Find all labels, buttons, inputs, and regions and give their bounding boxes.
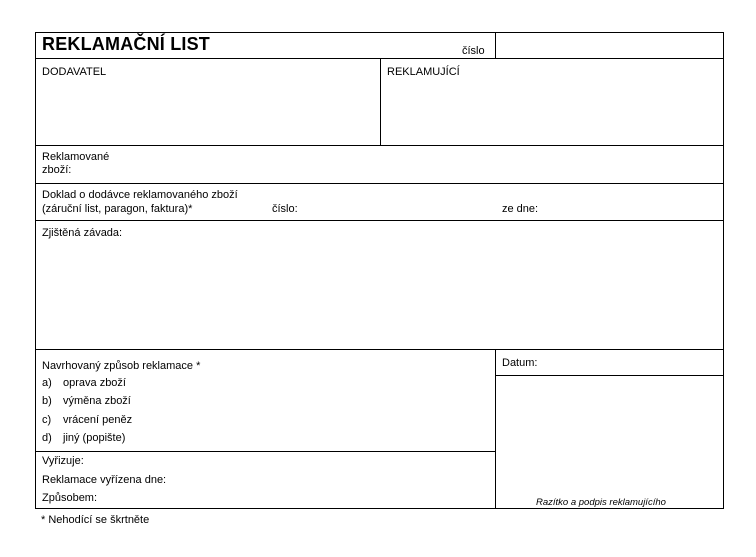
- manner-label: Způsobem:: [42, 492, 98, 504]
- complainant-label: REKLAMUJÍCÍ: [387, 66, 460, 78]
- form-title: REKLAMAČNÍ LIST: [42, 34, 210, 54]
- form-number-field[interactable]: [496, 33, 723, 58]
- stamp-label: Razítko a podpis reklamujícího: [536, 497, 666, 508]
- supplier-field[interactable]: [36, 59, 380, 145]
- handled-by-field[interactable]: [96, 452, 495, 470]
- option-letter-c: c): [42, 414, 52, 426]
- goods-field[interactable]: [116, 146, 723, 182]
- defect-label: Zjištěná závada:: [42, 227, 123, 239]
- option-text-d[interactable]: jiný (popište): [63, 432, 126, 444]
- method-label: Navrhovaný způsob reklamace *: [42, 360, 201, 372]
- delivery-number-label: číslo:: [272, 203, 298, 215]
- stamp-signature-area[interactable]: [496, 376, 723, 492]
- complainant-field[interactable]: [381, 59, 723, 145]
- handled-by-label: Vyřizuje:: [42, 455, 84, 467]
- option-letter-b: b): [42, 395, 52, 407]
- date-label: Datum:: [502, 357, 538, 369]
- option-text-b[interactable]: výměna zboží: [63, 395, 131, 407]
- goods-label-2: zboží:: [42, 164, 72, 176]
- option-text-c[interactable]: vrácení peněz: [63, 414, 133, 426]
- complaint-form: [35, 32, 724, 509]
- delivery-date-field[interactable]: [541, 184, 723, 220]
- supplier-label: DODAVATEL: [42, 66, 107, 78]
- date-field[interactable]: [546, 350, 723, 375]
- delivery-date-label: ze dne:: [502, 203, 539, 215]
- delivery-number-field[interactable]: [306, 184, 496, 220]
- manner-field[interactable]: [106, 489, 495, 507]
- resolved-date-field[interactable]: [182, 471, 495, 489]
- number-label: číslo: [462, 45, 485, 57]
- defect-field[interactable]: [36, 221, 723, 349]
- delivery-doc-label-2: (záruční list, paragon, faktura)*: [42, 203, 193, 215]
- option-text-a[interactable]: oprava zboží: [63, 377, 126, 389]
- resolved-date-label: Reklamace vyřízena dne:: [42, 474, 167, 486]
- option-letter-d: d): [42, 432, 52, 444]
- delivery-doc-label: Doklad o dodávce reklamovaného zboží: [42, 189, 238, 201]
- footnote: * Nehodící se škrtněte: [41, 514, 150, 526]
- option-letter-a: a): [42, 377, 52, 389]
- goods-label: Reklamované: [42, 151, 110, 163]
